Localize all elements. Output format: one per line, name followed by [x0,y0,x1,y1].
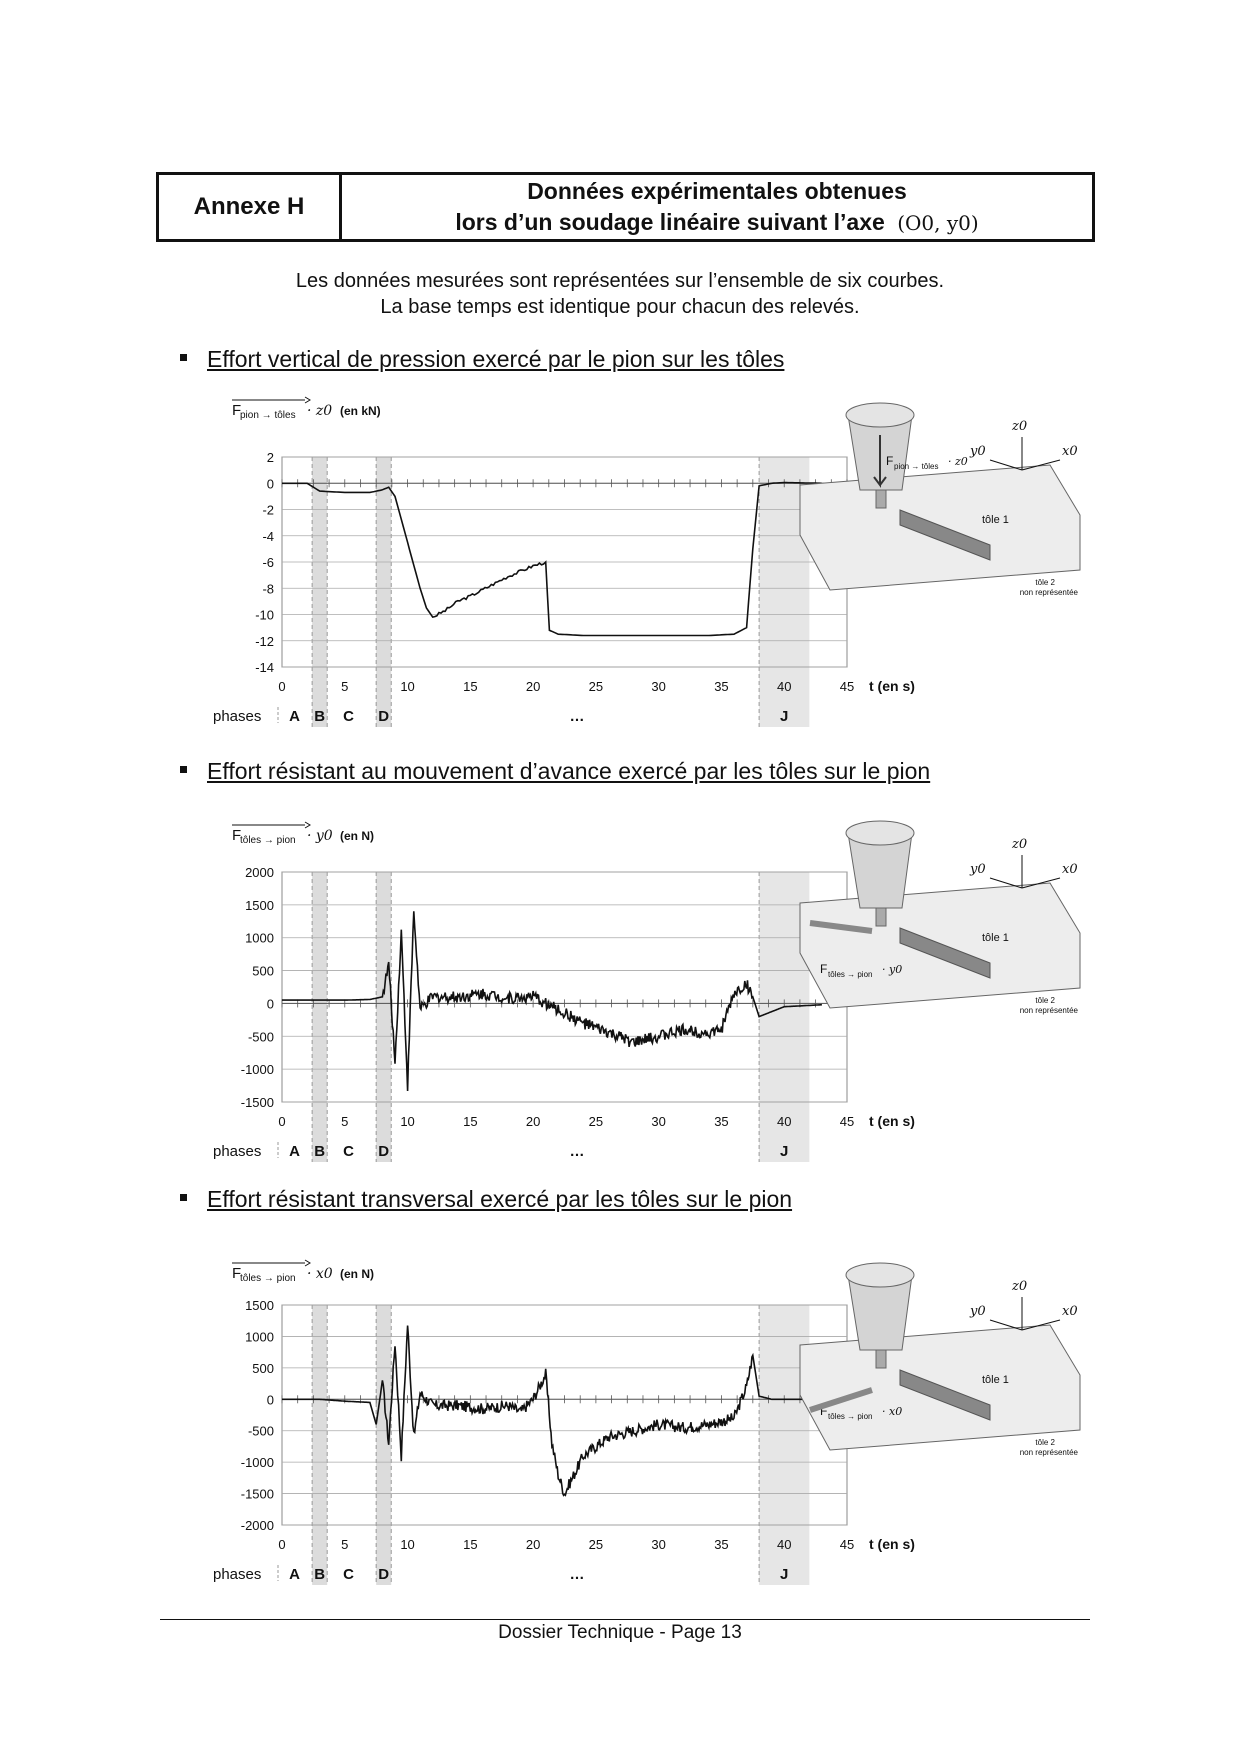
x-axis-label: t (en s) [869,1113,915,1129]
x-tick-label: 45 [839,679,855,694]
phase-band [376,1305,391,1585]
y-tick-label: 0 [266,476,274,492]
phase-3: C [343,1143,354,1160]
x-tick-label: 25 [588,1114,604,1129]
x-axis-label: t (en s) [869,678,915,694]
x-tick-label: 45 [839,1114,855,1129]
section-title-advance: Effort résistant au mouvement d’avance exercé par les tôles sur le pion [180,758,930,785]
axis-y-label: y0 [970,862,986,877]
y-tick-label: -4 [262,528,274,544]
tool-illustration [800,1263,1080,1457]
phases-label: phases [213,708,262,725]
tole1-label: tôle 1 [982,514,1009,526]
x-tick-label: 45 [839,1537,855,1552]
y-tick-label: 500 [252,963,274,979]
x-tick-label: 0 [278,679,286,694]
y-label-sub: tôles → pion [240,835,296,846]
x-tick-label: 20 [525,1537,541,1552]
y-tick-label: -1500 [240,1095,274,1110]
y-tick-label: -1000 [240,1062,274,1078]
axis-y-label: y0 [970,444,986,459]
y-tick-label: -1000 [240,1455,274,1471]
tole2-label: tôle 2 [1035,996,1055,1005]
x-tick-label: 25 [588,679,604,694]
force-label: F [820,1404,828,1418]
x-tick-label: 10 [400,679,415,694]
y-label-sub: pion → tôles [240,410,296,421]
phase-4: D [378,1566,390,1583]
phase-band [312,1305,327,1585]
x-tick-label: 15 [463,1537,478,1552]
annex-header [156,172,1095,242]
axis-z-label: z0 [1012,1279,1028,1294]
phase-6: J [780,1143,789,1160]
y-tick-label: 0 [266,996,274,1012]
y-label-unit: (en N) [340,1267,374,1281]
chart-vertical-force [0,395,1240,735]
force-sub-label: pion → tôles [894,462,939,471]
y-tick-label: -8 [262,581,274,597]
y-label-sub: tôles → pion [240,1273,296,1284]
y-axis-label [232,397,381,421]
y-tick-label: -2000 [240,1518,274,1533]
phase-6: J [780,708,789,725]
phase-3: C [343,708,354,725]
phase-4: D [378,1143,390,1160]
x-tick-label: 10 [400,1537,415,1552]
x-tick-label: 40 [776,1537,792,1552]
tole2-note: non représentée [1019,1448,1078,1457]
phase-2: B [314,1566,326,1583]
pin [876,1350,886,1368]
phase-2: B [314,708,326,725]
y-tick-label: -12 [255,633,274,649]
phase-1: A [289,1143,300,1160]
phase-2: B [314,1143,326,1160]
x-tick-label: 40 [776,679,792,694]
y-tick-label: 1500 [245,1298,274,1313]
section-title-transversal: Effort résistant transversal exercé par les tôles sur le pion [180,1186,792,1213]
phase-band [376,457,391,727]
x-tick-label: 10 [400,1114,415,1129]
y-label-main: F [232,402,242,419]
tool-illustration [800,403,1080,597]
y-tick-label: -6 [262,555,274,570]
phases-label: phases [213,1143,262,1160]
section-title-vertical: Effort vertical de pression exercé par le pion sur les tôles [180,346,784,373]
y-tick-label: 0 [266,1392,274,1408]
y-tick-label: 1000 [245,1329,274,1345]
axis-z-label: z0 [1012,837,1028,852]
intro-line2: La base temps est identique pour chacun des relevés. [380,296,860,318]
series-line [282,483,822,636]
y-tick-label: 2 [266,450,274,465]
chart-advance-force [0,808,1240,1178]
x-tick-label: 5 [341,679,349,694]
x-tick-label: 15 [463,1114,478,1129]
chart-transversal-force [0,1250,1240,1590]
x-tick-label: 0 [278,1114,286,1129]
phase-5: … [569,1566,585,1583]
series-line [282,911,822,1091]
page-footer: Dossier Technique - Page 13 [498,1622,742,1643]
tole2-label: tôle 2 [1035,1438,1055,1447]
tool-top [846,821,914,845]
phase-band [312,457,327,727]
axis-x-label: x0 [1062,444,1078,459]
phase-5: … [569,1143,585,1160]
y-tick-label: -10 [255,607,274,623]
x-tick-label: 30 [651,1114,666,1129]
force-label: F [820,962,828,976]
force-sub-label: tôles → pion [828,970,873,979]
annex-label: Annexe H [159,175,342,239]
force-vec-label: · z0 [948,455,968,468]
phase-3: C [343,1566,354,1583]
force-sub-label: tôles → pion [828,1412,873,1421]
phase-6: J [780,1566,789,1583]
annex-title-line2 [455,207,978,239]
axis-z-label: z0 [1012,419,1028,434]
tool-top [846,1263,914,1287]
y-label-vector: · y0 [307,828,333,844]
annex-title-line2-text: lors d’un soudage linéaire suivant l’axe [455,208,885,235]
tole2-note: non représentée [1019,1006,1078,1015]
y-tick-label: -500 [247,1423,274,1439]
axis-x-label: x0 [1062,1304,1078,1319]
tole1-label: tôle 1 [982,932,1009,944]
y-label-unit: (en kN) [340,404,381,418]
x-tick-label: 35 [714,679,729,694]
y-axis-label [232,1260,374,1284]
y-label-main: F [232,1265,242,1282]
x-axis-label: t (en s) [869,1536,915,1552]
pin [876,490,886,508]
annex-title-line1: Données expérimentales obtenues [527,177,907,204]
phase-band [312,872,327,1162]
phase-4: D [378,708,390,725]
force-label: F [886,454,894,468]
tool-top [846,403,914,427]
x-tick-label: 35 [714,1537,729,1552]
y-tick-label: -1500 [240,1486,274,1502]
phases-label: phases [213,1566,262,1583]
x-tick-label: 20 [525,679,541,694]
tole2-label: tôle 2 [1035,578,1055,587]
intro-line1: Les données mesurées sont représentées sur l’ensemble de six courbes. [295,270,945,292]
bullet-icon [180,354,187,361]
x-tick-label: 35 [714,1114,729,1129]
y-label-vector: · z0 [307,403,333,419]
axis-x-label: x0 [1062,862,1078,877]
bullet-icon [180,1194,187,1201]
y-label-unit: (en N) [340,829,374,843]
phase-5: … [569,708,585,725]
y-tick-label: -14 [255,660,274,675]
y-tick-label: 1000 [245,930,274,946]
y-tick-label: -500 [247,1029,274,1045]
x-tick-label: 30 [651,679,666,694]
axis-y-label: y0 [970,1304,986,1319]
phase-band [376,872,391,1162]
y-tick-label: 1500 [245,897,274,913]
x-tick-label: 5 [341,1114,349,1129]
x-tick-label: 0 [278,1537,286,1552]
annex-axis-label: (O0, y0) [897,210,979,235]
pin [876,908,886,926]
tole1-label: tôle 1 [982,1374,1009,1386]
x-tick-label: 15 [463,679,478,694]
series-line [282,1326,822,1496]
x-tick-label: 30 [651,1537,666,1552]
force-vec-label: · x0 [882,1405,903,1418]
x-tick-label: 5 [341,1537,349,1552]
y-tick-label: 2000 [245,865,274,880]
y-label-main: F [232,827,242,844]
annex-title [342,175,1092,239]
tole2-note: non représentée [1019,588,1078,597]
x-tick-label: 25 [588,1537,604,1552]
y-label-vector: · x0 [307,1266,333,1282]
x-tick-label: 40 [776,1114,792,1129]
phase-1: A [289,708,300,725]
y-axis-label [232,822,374,846]
y-tick-label: 500 [252,1360,274,1376]
x-tick-label: 20 [525,1114,541,1129]
bullet-icon [180,766,187,773]
footer-rule [160,1619,1090,1620]
y-tick-label: -2 [262,502,274,518]
tool-illustration [800,821,1080,1015]
phase-1: A [289,1566,300,1583]
force-vec-label: · y0 [882,963,903,976]
